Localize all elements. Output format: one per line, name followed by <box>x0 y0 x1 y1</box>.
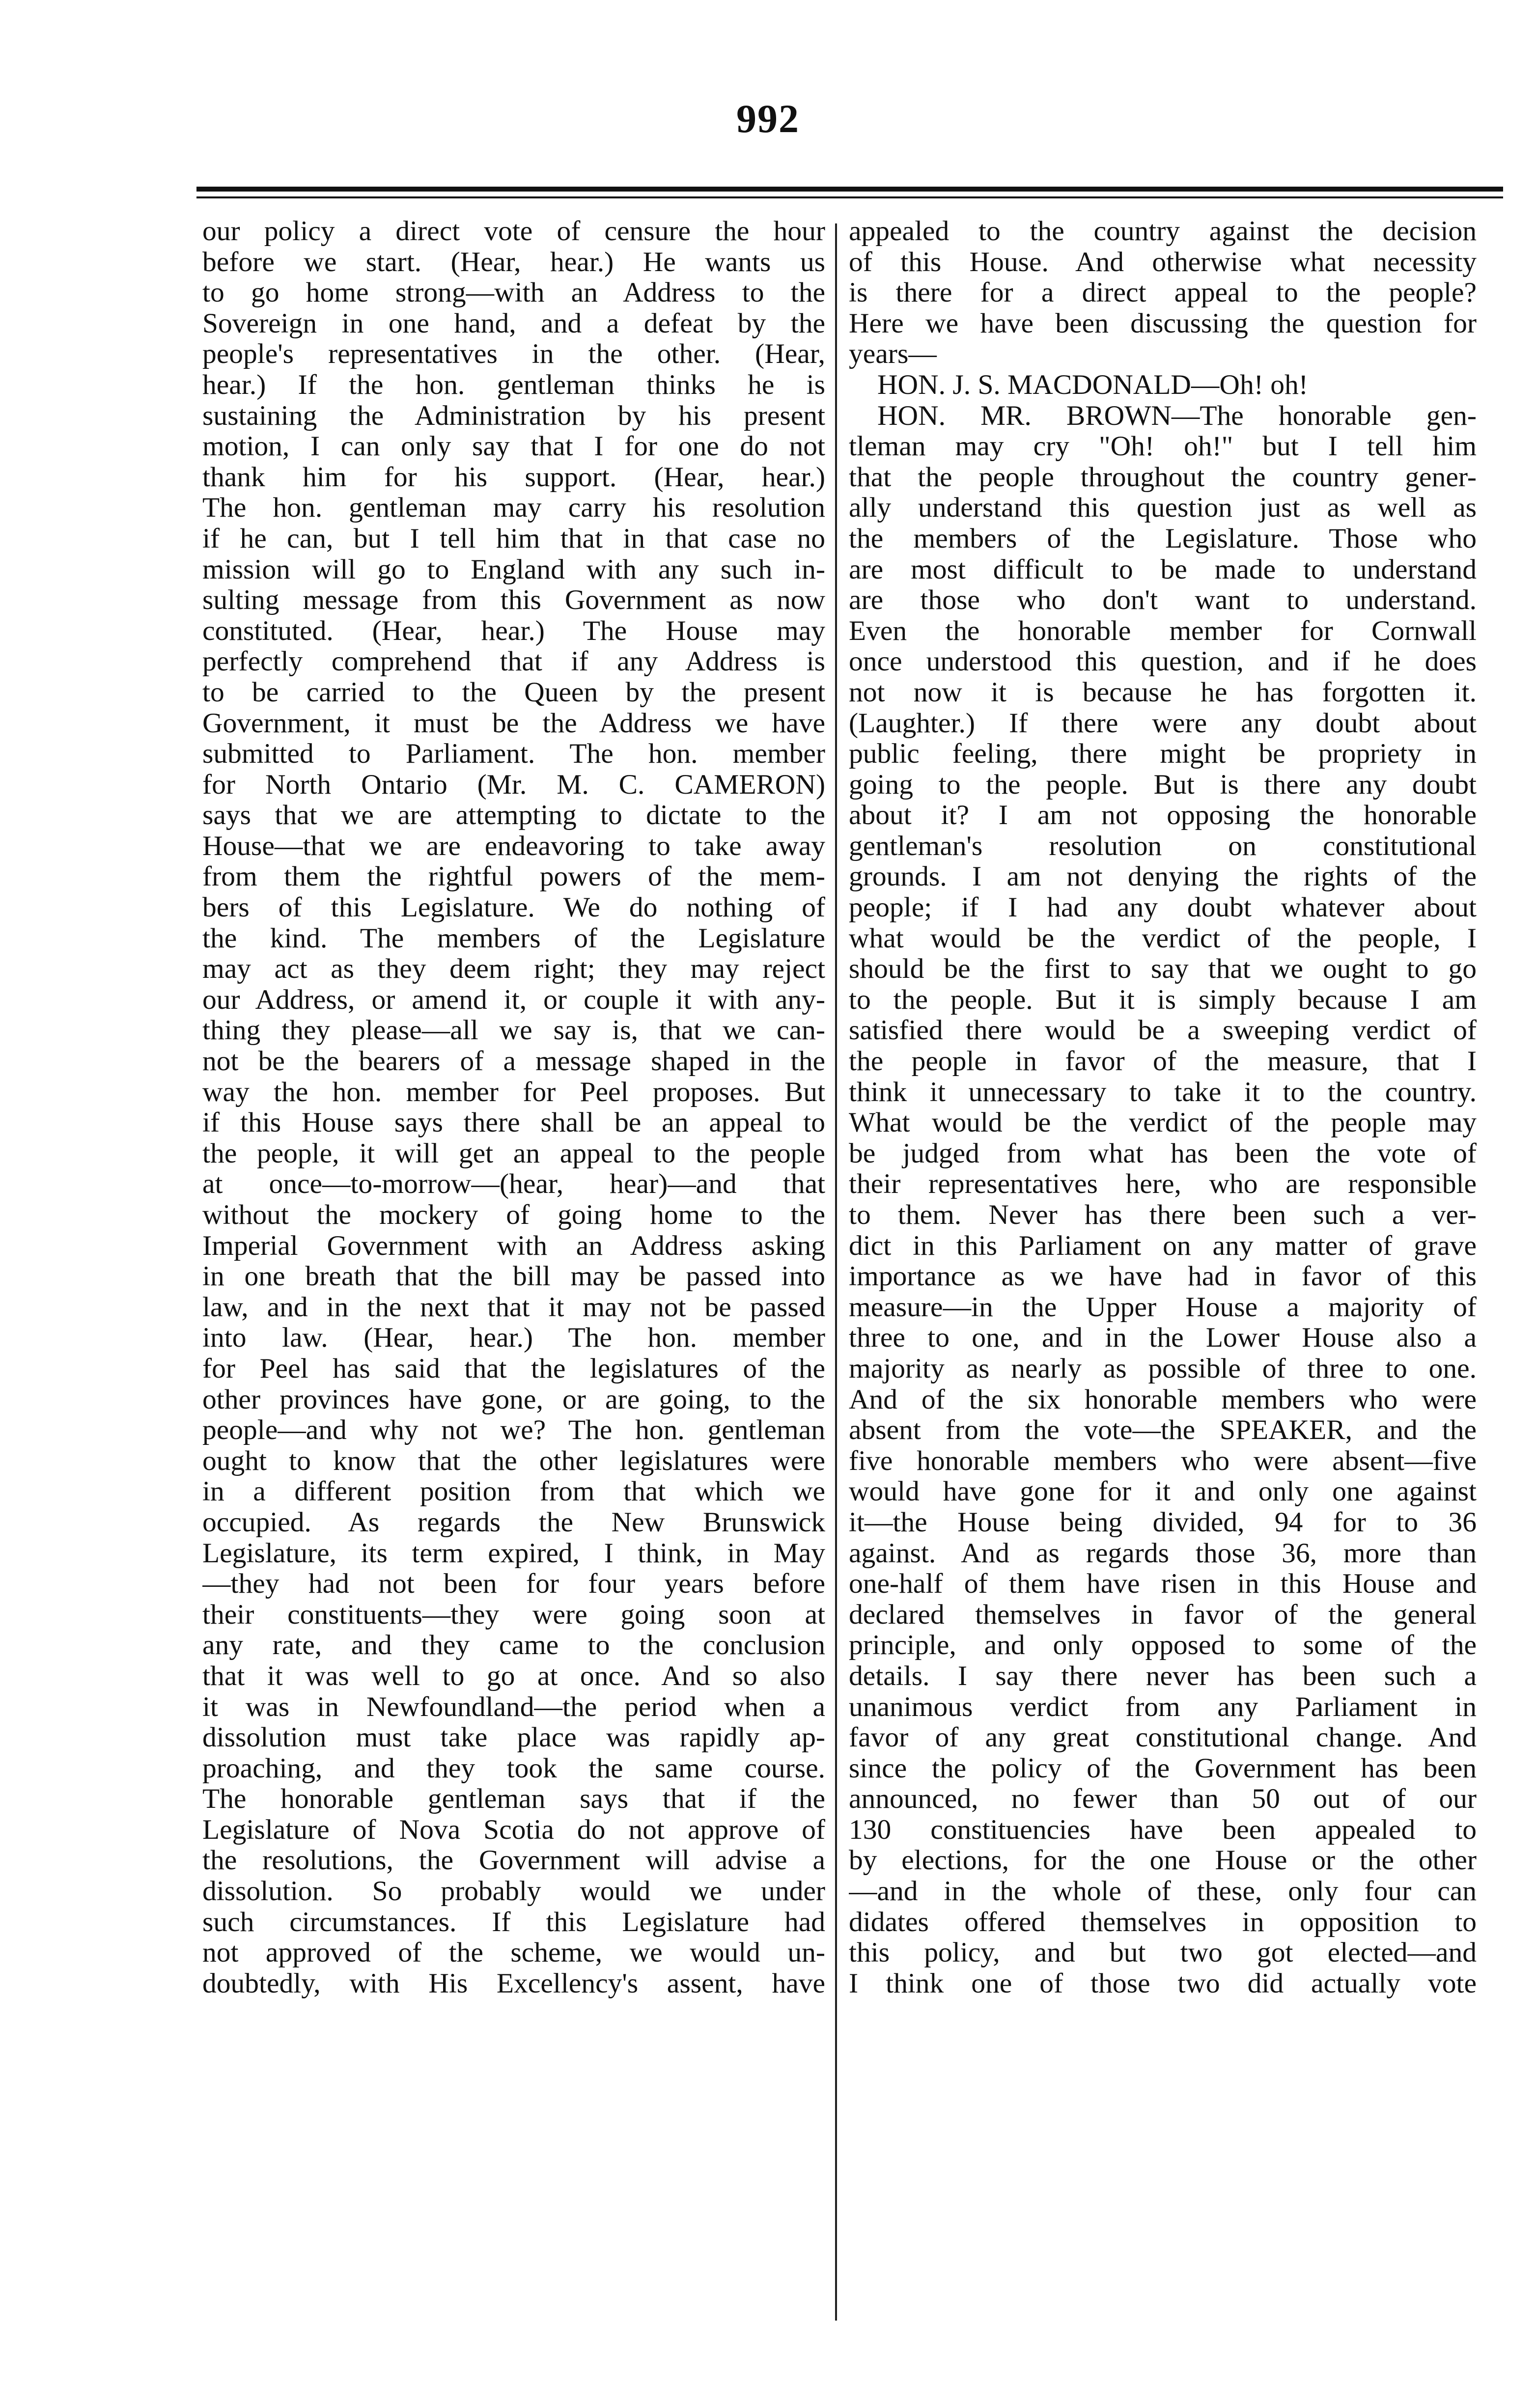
text-line: ally understand this question just as well as <box>849 493 1477 524</box>
text-line: sulting message from this Government as now <box>202 585 825 616</box>
text-line: ought to know that the other legislatures were <box>202 1445 825 1476</box>
text-line: appealed to the country against the decision <box>849 216 1477 247</box>
text-line: And of the six honorable members who were <box>849 1384 1477 1415</box>
text-line: the resolutions, the Government will advise a <box>202 1845 825 1876</box>
text-line: perfectly comprehend that if any Address is <box>202 646 825 677</box>
text-line: grounds. I am not denying the rights of the <box>849 861 1477 892</box>
text-line: House—that we are endeavoring to take away <box>202 830 825 861</box>
text-line: says that we are attempting to dictate to the <box>202 800 825 831</box>
text-line: should be the first to say that we ought to go <box>849 954 1477 985</box>
text-line: three to one, and in the Lower House also a <box>849 1323 1477 1354</box>
text-line: announced, no fewer than 50 out of our <box>849 1784 1477 1815</box>
text-line: Legislature, its term expired, I think, in May <box>202 1538 825 1569</box>
text-line: The honorable gentleman says that if the <box>202 1784 825 1815</box>
text-line: that it was well to go at once. And so also <box>202 1661 825 1691</box>
text-line: didates offered themselves in opposition to <box>849 1907 1477 1937</box>
text-line: The hon. gentleman may carry his resolution <box>202 493 825 524</box>
text-line: if this House says there shall be an appeal to <box>202 1107 825 1138</box>
text-line: about it? I am not opposing the honorable <box>849 800 1477 831</box>
text-line: to go home strong—with an Address to the <box>202 277 825 308</box>
text-line: declared themselves in favor of the general <box>849 1599 1477 1630</box>
text-line: unanimous verdict from any Parliament in <box>849 1691 1477 1722</box>
text-line: our policy a direct vote of censure the hour <box>202 216 825 247</box>
text-line: to be carried to the Queen by the present <box>202 677 825 708</box>
text-line: their constituents—they were going soon at <box>202 1599 825 1630</box>
header-rule-thin <box>196 196 1503 198</box>
text-line: such circumstances. If this Legislature had <box>202 1907 825 1937</box>
text-line: without the mockery of going home to the <box>202 1200 825 1230</box>
text-line: would have gone for it and only one against <box>849 1476 1477 1507</box>
text-line: our Address, or amend it, or couple it with any- <box>202 984 825 1015</box>
text-line: for North Ontario (Mr. M. C. CAMERON) <box>202 769 825 800</box>
text-line: gentleman's resolution on constitutional <box>849 830 1477 861</box>
text-line: since the policy of the Government has been <box>849 1753 1477 1784</box>
text-line: way the hon. member for Peel proposes. But <box>202 1077 825 1107</box>
text-line: going to the people. But is there any doubt <box>849 769 1477 800</box>
text-line: —they had not been for four years before <box>202 1569 825 1600</box>
text-line: tleman may cry "Oh! oh!" but I tell him <box>849 431 1477 462</box>
text-line: occupied. As regards the New Brunswick <box>202 1507 825 1538</box>
text-line: public feeling, there might be propriety in <box>849 739 1477 770</box>
text-line: people; if I had any doubt whatever about <box>849 892 1477 923</box>
column-divider <box>835 223 837 2321</box>
text-line: are those who don't want to understand. <box>849 585 1477 616</box>
text-line: (Laughter.) If there were any doubt about <box>849 708 1477 739</box>
text-line: before we start. (Hear, hear.) He wants us <box>202 247 825 277</box>
text-line: once understood this question, and if he does <box>849 646 1477 677</box>
right-column <box>849 216 1477 2328</box>
text-line: dissolution must take place was rapidly ap- <box>202 1722 825 1753</box>
text-line: is there for a direct appeal to the people? <box>849 277 1477 308</box>
text-line: of this House. And otherwise what necessity <box>849 247 1477 277</box>
text-line: the kind. The members of the Legislature <box>202 923 825 954</box>
text-line: the members of the Legislature. Those who <box>849 523 1477 554</box>
text-line: think it unnecessary to take it to the country. <box>849 1077 1477 1107</box>
text-line: law, and in the next that it may not be passed <box>202 1292 825 1323</box>
text-line: What would be the verdict of the people may <box>849 1107 1477 1138</box>
text-line: motion, I can only say that I for one do not <box>202 431 825 462</box>
text-line: be judged from what has been the vote of <box>849 1138 1477 1169</box>
text-line: Imperial Government with an Address asking <box>202 1230 825 1261</box>
text-line: the people, it will get an appeal to the people <box>202 1138 825 1169</box>
text-line: Legislature of Nova Scotia do not approve of <box>202 1814 825 1845</box>
text-line: from them the rightful powers of the mem- <box>202 861 825 892</box>
text-line: this policy, and but two got elected—and <box>849 1937 1477 1968</box>
page-number: 992 <box>736 96 800 141</box>
text-line: I think one of those two did actually vote <box>849 1968 1477 1999</box>
text-line: HON. MR. BROWN—The honorable gen- <box>877 400 1477 431</box>
text-line: HON. J. S. MACDONALD—Oh! oh! <box>877 369 1308 400</box>
header-rule-thick <box>196 187 1503 192</box>
text-line: are most difficult to be made to understand <box>849 554 1477 585</box>
text-line: constituted. (Hear, hear.) The House may <box>202 615 825 646</box>
text-line: hear.) If the hon. gentleman thinks he is <box>202 369 825 400</box>
text-line: to them. Never has there been such a ver- <box>849 1200 1477 1230</box>
text-line: in a different position from that which we <box>202 1476 825 1507</box>
text-line: for Peel has said that the legislatures of the <box>202 1353 825 1384</box>
text-line: to the people. But it is simply because I am <box>849 984 1477 1015</box>
text-line: submitted to Parliament. The hon. member <box>202 739 825 770</box>
text-line: people—and why not we? The hon. gentleman <box>202 1415 825 1446</box>
text-line: any rate, and they came to the conclusion <box>202 1630 825 1661</box>
text-line: proaching, and they took the same course. <box>202 1753 825 1784</box>
text-line: thank him for his support. (Hear, hear.) <box>202 462 825 493</box>
text-line: that the people throughout the country gener- <box>849 462 1477 493</box>
text-line: other provinces have gone, or are going, to the <box>202 1384 825 1415</box>
text-line: importance as we have had in favor of this <box>849 1261 1477 1292</box>
text-line: doubtedly, with His Excellency's assent, have <box>202 1968 825 1999</box>
text-line: dissolution. So probably would we under <box>202 1876 825 1907</box>
text-line: in one breath that the bill may be passed into <box>202 1261 825 1292</box>
text-line: absent from the vote—the SPEAKER, and the <box>849 1415 1477 1446</box>
text-line: if he can, but I tell him that in that case no <box>202 523 825 554</box>
text-line: into law. (Hear, hear.) The hon. member <box>202 1323 825 1354</box>
text-line: people's representatives in the other. (Hear, <box>202 339 825 370</box>
text-line: it—the House being divided, 94 for to 36 <box>849 1507 1477 1538</box>
text-line: satisfied there would be a sweeping verdict of <box>849 1015 1477 1046</box>
text-line: thing they please—all we say is, that we can- <box>202 1015 825 1046</box>
text-line: principle, and only opposed to some of the <box>849 1630 1477 1661</box>
text-line: bers of this Legislature. We do nothing of <box>202 892 825 923</box>
text-line: —and in the whole of these, only four can <box>849 1876 1477 1907</box>
text-line: 130 constituencies have been appealed to <box>849 1814 1477 1845</box>
text-line: not approved of the scheme, we would un- <box>202 1937 825 1968</box>
text-line: mission will go to England with any such in- <box>202 554 825 585</box>
text-line: one-half of them have risen in this House and <box>849 1569 1477 1600</box>
text-line: years— <box>849 339 937 370</box>
text-line: sustaining the Administration by his present <box>202 400 825 431</box>
left-column <box>202 216 825 2328</box>
text-line: favor of any great constitutional change. And <box>849 1722 1477 1753</box>
text-line: majority as nearly as possible of three to one. <box>849 1353 1477 1384</box>
text-line: details. I say there never has been such a <box>849 1661 1477 1691</box>
text-line: at once—to-morrow—(hear, hear)—and that <box>202 1169 825 1200</box>
text-line: by elections, for the one House or the other <box>849 1845 1477 1876</box>
text-line: five honorable members who were absent—five <box>849 1445 1477 1476</box>
text-line: may act as they deem right; they may reject <box>202 954 825 985</box>
text-line: Even the honorable member for Cornwall <box>849 615 1477 646</box>
text-line: what would be the verdict of the people, I <box>849 923 1477 954</box>
text-line: not now it is because he has forgotten it. <box>849 677 1477 708</box>
text-line: not be the bearers of a message shaped in the <box>202 1046 825 1077</box>
text-line: the people in favor of the measure, that I <box>849 1046 1477 1077</box>
text-line: dict in this Parliament on any matter of grave <box>849 1230 1477 1261</box>
text-line: it was in Newfoundland—the period when a <box>202 1691 825 1722</box>
text-line: Government, it must be the Address we have <box>202 708 825 739</box>
text-line: their representatives here, who are responsible <box>849 1169 1477 1200</box>
text-line: against. And as regards those 36, more than <box>849 1538 1477 1569</box>
text-line: measure—in the Upper House a majority of <box>849 1292 1477 1323</box>
text-line: Sovereign in one hand, and a defeat by the <box>202 308 825 339</box>
text-line: Here we have been discussing the question for <box>849 308 1477 339</box>
